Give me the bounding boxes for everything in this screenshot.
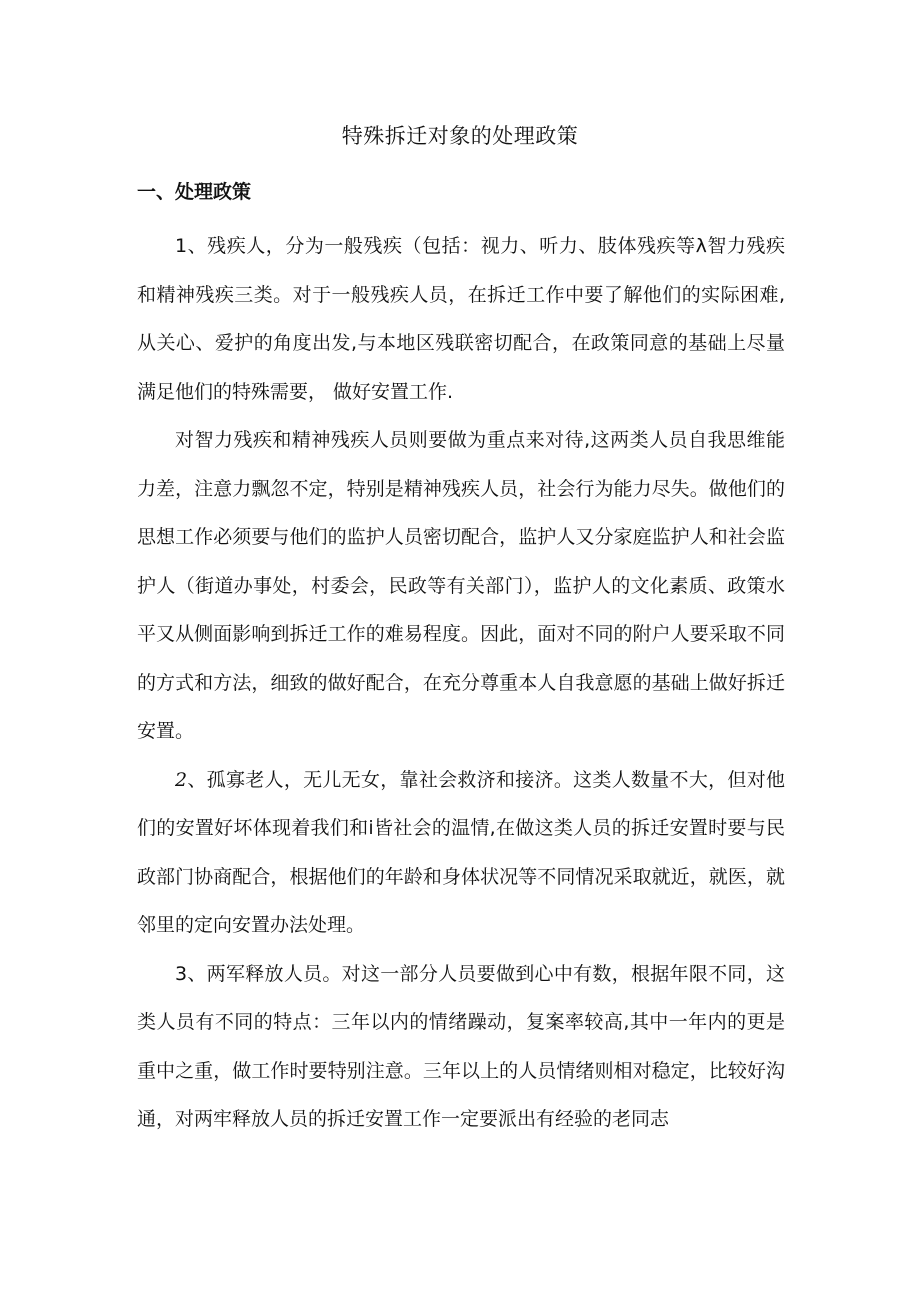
paragraph-text: 、残疾人，分为一般残疾（包括：视力、听力、肢体残疾等λ智力残疾和精神残疾三类。对于一般残疾人员，在拆迁工作中要了解他们的实际困难,从关心、爱护的角度出发,与本地区残联密切配合，在政策同意的基础上尽量满足他们的特殊需要， 做好安置工作. bbox=[137, 235, 785, 403]
section-heading: 一、处理政策 bbox=[137, 181, 252, 203]
paragraph-number: 1 bbox=[175, 235, 188, 257]
paragraph-elderly bbox=[137, 756, 785, 950]
paragraph-text: 、孤寡老人，无儿无女，靠社会救济和接济。这类人数量不大，但对他们的安置好坏体现着我们和i皆社会的温情,在做这类人员的拆迁安置时要与民政部门协商配合，根据他们的年龄和身体状况等不同情况采取就近，就医，就邻里的定向安置办法处理。 bbox=[137, 768, 785, 936]
paragraph-text: 、两军释放人员。对这一部分人员要做到心中有数，根据年限不同，这类人员有不同的特点：三年以内的情绪躁动，复案率较高,其中一年内的更是重中之重，做工作时要特别注意。三年以上的人员情绪则相对稳定，比较好沟通，对两牢释放人员的拆迁安置工作一定要派出有经验的老同志 bbox=[137, 962, 785, 1130]
paragraph-number: 3 bbox=[175, 962, 188, 985]
document-title: 特殊拆迁对象的处理政策 bbox=[341, 124, 579, 148]
paragraph-number: 2 bbox=[175, 768, 188, 791]
paragraph-text: 对智力残疾和精神残疾人员则要做为重点来对待,这两类人员自我思维能力差，注意力飘忽不定，特别是精神残疾人员，社会行为能力尽失。做他们的思想工作必须要与他们的监护人员密切配合，监护人又分家庭监护人和社会监护人（街道办事处，村委会，民政等有关部门），监护人的文化素质、政策水平又从侧面影响到拆迁工作的难易程度。因此，面对不同的附户人要采取不同的方式和方法，细致的做好配合，在充分尊重本人自我意愿的基础上做好拆迁安置。 bbox=[137, 429, 785, 742]
body-text bbox=[137, 222, 785, 1144]
paragraph-disabled-persons bbox=[137, 222, 785, 416]
paragraph-released-persons bbox=[137, 950, 785, 1144]
paragraph-mental-disability bbox=[137, 416, 785, 756]
